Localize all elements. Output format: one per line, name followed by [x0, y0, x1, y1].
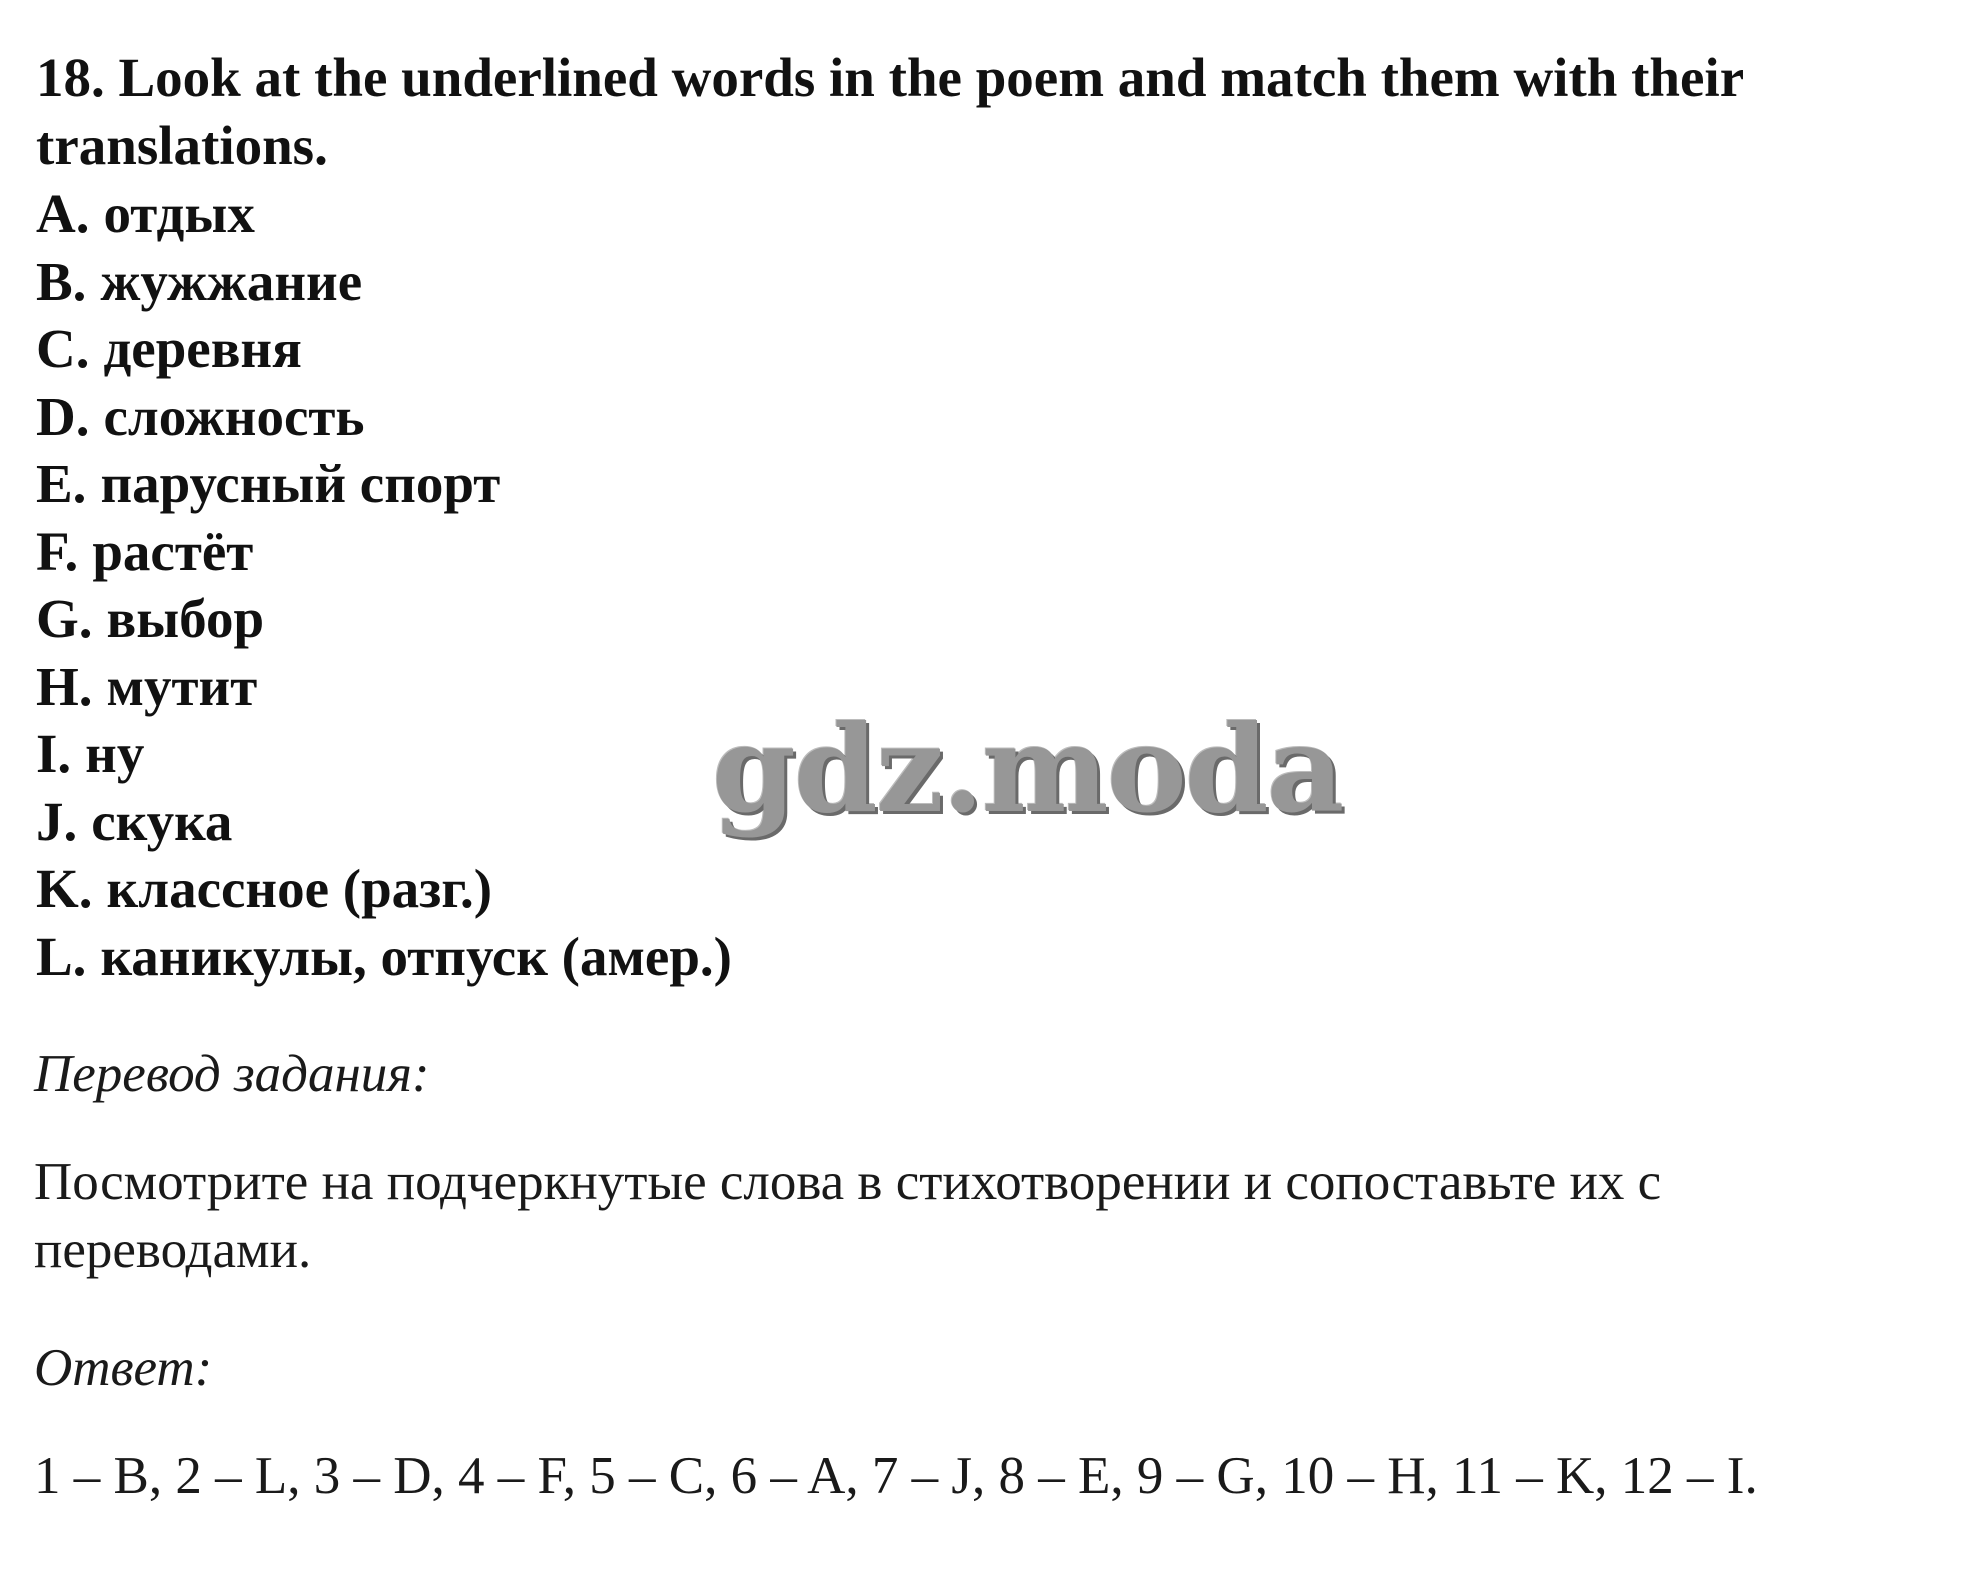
option-text: отдых: [103, 183, 255, 244]
option-letter: D.: [36, 385, 90, 447]
option-item: [36, 450, 732, 518]
option-text: сложность: [103, 385, 365, 447]
translation-label: Перевод задания:: [34, 1045, 430, 1103]
translation-text: Посмотрите на подчеркнутые слова в стихотворении и сопоставьте их с переводами.: [34, 1153, 1662, 1279]
option-letter: L.: [36, 925, 87, 987]
option-letter: H.: [36, 655, 93, 717]
option-item: [36, 248, 732, 316]
option-item: [36, 518, 732, 586]
option-letter: J.: [36, 790, 78, 852]
option-letter: E.: [36, 453, 87, 514]
option-item: [36, 788, 732, 856]
option-letter: G.: [36, 588, 93, 649]
option-item: [36, 180, 732, 248]
option-item: [36, 315, 732, 383]
option-item: [36, 855, 732, 923]
option-text: каникулы, отпуск (амер.): [100, 925, 732, 987]
option-letter: I.: [36, 723, 72, 784]
option-letter: C.: [36, 318, 90, 379]
answer-text: 1 – B, 2 – L, 3 – D, 4 – F, 5 – C, 6 – A, 7 – J, 8 – E, 9 – G, 10 – H, 11 – K, 12 – I.: [34, 1447, 1758, 1505]
option-text: растёт: [92, 520, 254, 582]
option-text: парусный спорт: [100, 453, 501, 514]
option-text: классное (разг.): [106, 858, 493, 919]
option-item: [36, 923, 732, 991]
option-text: скука: [91, 790, 233, 852]
option-item: [36, 653, 732, 721]
options-list: [36, 180, 732, 990]
option-letter: F.: [36, 520, 79, 582]
option-item: [36, 720, 732, 788]
option-letter: K.: [36, 858, 93, 919]
option-letter: B.: [36, 250, 87, 312]
option-text: деревня: [103, 318, 302, 379]
option-item: [36, 585, 732, 653]
task-title: 18. Look at the underlined words in the poem and match them with their translations.: [36, 47, 1744, 176]
option-text: выбор: [106, 588, 265, 649]
watermark-logo: gdz.moda: [712, 699, 1343, 840]
option-text: ну: [85, 723, 145, 784]
option-text: жужжание: [100, 250, 363, 312]
option-letter: A.: [36, 183, 90, 244]
option-item: [36, 383, 732, 451]
answer-label: Ответ:: [34, 1339, 213, 1397]
option-text: мутит: [106, 655, 258, 717]
